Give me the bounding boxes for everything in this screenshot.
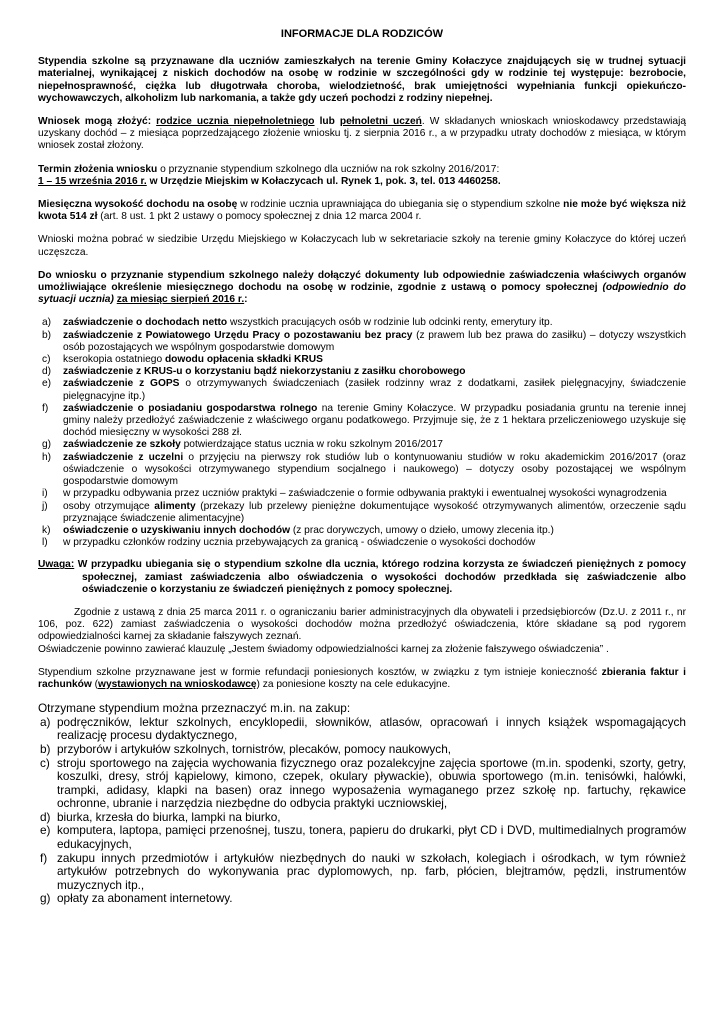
law-paragraph: Zgodnie z ustawą z dnia 25 marca 2011 r. o ograniczaniu barier administracyjnych dla obywateli i przedsiębiorców (Dz.U. z 2011 r., nr 106, poz. 622) zamiast zaświadczenia o wysokości dochodów można przedłożyć oświadczenia, które składane są pod rygorem odpowiedzialności karnej za składanie fałszywych zeznań. bbox=[38, 606, 686, 643]
list-item: g) zaświadczenie ze szkoły potwierdzające status ucznia w roku szkolnym 2016/2017 bbox=[42, 439, 443, 451]
list-item: e) zaświadczenie z GOPS o otrzymywanych świadczeniach (zasiłek rodzinny wraz z dodatkami, zasiłek pielęgnacyjny, świadczenie pielęgnacyjne itp.) bbox=[42, 378, 687, 402]
list-item: c) stroju sportowego na zajęcia wychowania fizycznego oraz pozalekcyjne zajęcia sportowe (m.in. spodenki, szorty, getry, koszulki, dresy, strój kąpielowy, kimono, czepek, okulary pływackie), obuwia sportowego (m.in. tenisówki, halówki, trampki, adidasy, klapki na basen) oraz innego wyposażenia wymaganego przez szkołę np. fartuchy, rękawice ochronne, ubranie i narzędzia niezbędne do odbycia praktyki uczniowskiej, bbox=[40, 755, 686, 811]
warning-paragraph: Uwaga: W przypadku ubiegania się o stypendium szkolne dla ucznia, którego rodzina korzysta ze świadczeń pieniężnych z pomocy społecznej, zamiast zaświadczenia albo oświadczenia o wysokości dochodów przedkłada się zaświadczenie albo oświadczenie o korzystaniu ze świadczeń pieniężnych z pomocy społecznej. bbox=[38, 559, 686, 595]
list-item: c) kserokopia ostatniego dowodu opłacenia składki KRUS bbox=[42, 354, 323, 366]
allowed-purchases-list bbox=[38, 716, 686, 906]
refund-paragraph: Stypendium szkolne przyznawane jest w formie refundacji poniesionych kosztów, w związku z tym istnieje konieczność zbierania faktur i rachunków (wystawionych na wnioskodawcę) za poniesione koszty na cele edukacyjne. bbox=[38, 666, 686, 690]
list-item: h) zaświadczenie z uczelni o przyjęciu na pierwszy rok studiów lub o kontynuowaniu studiów w roku akademickim 2016/2017 (oraz oświadczenie o wysokości otrzymywanego stypendium socjalnego i naukowego) – dotyczy osoby pozostającej we wspólnym gospodarstwie domowym bbox=[42, 451, 686, 488]
list-item: g) opłaty za abonament internetowy. bbox=[40, 891, 233, 906]
required-documents-intro: Do wniosku o przyznanie stypendium szkolnego należy dołączyć dokumenty lub odpowiednie zaświadczenia właściwych organów umożliwiające określenie miesięcznego dochodu na osobę w rodzinie, zgodnie z ustawą o pomocy społecznej (odpowiednio do sytuacji ucznia) za miesiąc sierpień 2016 r.: bbox=[38, 269, 686, 306]
list-item: l) w przypadku członków rodziny ucznia przebywających za granicą - oświadczenie o wysokości dochodów bbox=[42, 537, 536, 549]
list-item: b) zaświadczenie z Powiatowego Urzędu Pracy o pozostawaniu bez pracy (z prawem lub bez prawa do zasiłku) – dotyczy wszystkich osób pozostających we wspólnym gospodarstwie domowym bbox=[42, 329, 686, 353]
list-item: e) komputera, laptopa, pamięci przenośnej, tuszu, tonera, papieru do drukarki, płyt CD i DVD, multimedialnych programów edukacyjnych, bbox=[40, 823, 686, 852]
list-item: d) zaświadczenie z KRUS-u o korzystaniu bądź niekorzystaniu z zasiłku chorobowego bbox=[42, 366, 466, 378]
who-may-apply-paragraph: Wniosek mogą złożyć: rodzice ucznia niepełnoletniego lub pełnoletni uczeń. W składanych wnioskach wnioskodawcy przedstawiają uzyskany dochód – z miesiąca poprzedzającego złożenie wniosku tj. z sierpnia 2016 r., a w przypadku utraty dochodów z miesiąca, w którym wniosek został złożony. bbox=[38, 116, 687, 152]
allowed-purchases-intro: Otrzymane stypendium można przeznaczyć m.in. na zakup: bbox=[38, 701, 351, 716]
page-title: INFORMACJE DLA RODZICÓW bbox=[280, 28, 444, 40]
clause-paragraph: Oświadczenie powinno zawierać klauzulę „Jestem świadomy odpowiedzialności karnej za złożenie fałszywego oświadczenia” . bbox=[38, 643, 609, 655]
list-item: f) zakupu innych przedmiotów i artykułów niezbędnych do nauki w szkołach, kolegiach i ośrodkach, w tym również artykułów potrzebnych do wykonywania prac dyplomowych, np. farb, płócien, blejtramów, pędzli, instrumentów muzycznych itp., bbox=[40, 850, 686, 892]
list-item: a) podręczników, lektur szkolnych, encyklopedii, słowników, atlasów, opracowań i innych książek wspomagających realizację procesu dydaktycznego, bbox=[40, 714, 686, 743]
list-item: i) w przypadku odbywania przez uczniów praktyki – zaświadczenie o formie odbywania praktyki i ewentualnej wysokości wynagrodzenia bbox=[42, 488, 667, 500]
list-item: k) oświadczenie o uzyskiwaniu innych dochodów (z prac dorywczych, umowy o dzieło, umowy zlecenia itp.) bbox=[42, 524, 554, 536]
list-item: d) biurka, krzesła do biurka, lampki na biurko, bbox=[40, 809, 281, 824]
deadline-paragraph: Termin złożenia wniosku o przyznanie stypendium szkolnego dla uczniów na rok szkolny 2016/2017: 1 – 15 września 2016 r. w Urzędzie Miejskim w Kołaczycach ul. Rynek 1, pok. 3, tel. 013 4460258. bbox=[38, 163, 501, 187]
eligibility-paragraph: Stypendia szkolne są przyznawane dla uczniów zamieszkałych na terenie Gminy Kołaczyce znajdujących się w trudnej sytuacji materialnej, wynikającej z niskich dochodów na osobę w rodzinie w szczególności gdy w rodzinie tej występuje: bezrobocie, niepełnosprawność, ciężka lub długotrwała choroba, wielodzietność, brak umiejętności wypełniania funkcji opiekuńczo-wychowawczych, alkoholizm lub narkomania, a także gdy uczeń pochodzi z rodziny niepełnej. bbox=[38, 56, 686, 104]
list-item: b) przyborów i artykułów szkolnych, tornistrów, plecaków, pomocy naukowych, bbox=[40, 741, 452, 756]
list-item: f) zaświadczenie o posiadaniu gospodarstwa rolnego na terenie Gminy Kołaczyce. W przypadku posiadania gruntu na terenie innej gminy należy przedłożyć zaświadczenie z właściwego organu podatkowego. Przyjmuje się, że z 1 hektara przeliczeniowego uzyskuje się dochód miesięczny w wysokości 288 zł. bbox=[42, 402, 686, 439]
forms-location-paragraph: Wnioski można pobrać w siedzibie Urzędu Miejskiego w Kołaczycach lub w sekretariacie szkoły na terenie gminy Kołaczyce do której uczeń uczęszcza. bbox=[38, 234, 686, 258]
document-page bbox=[38, 28, 686, 916]
list-item: j) osoby otrzymujące alimenty (przekazy lub przelewy pieniężne dokumentujące wysokość otrzymywanych alimentów, orzeczenie sądu przyznające świadczenie alimentacyjne) bbox=[42, 500, 686, 524]
required-documents-list bbox=[38, 317, 686, 549]
income-limit-paragraph: Miesięczna wysokość dochodu na osobę w rodzinie ucznia uprawniająca do ubiegania się o stypendium szkolne nie może być większa niż kwota 514 zł (art. 8 ust. 1 pkt 2 ustawy o pomocy społecznej z dnia 12 marca 2004 r. bbox=[38, 199, 686, 223]
list-item: a) zaświadczenie o dochodach netto wszystkich pracujących osób w rodzinie lub odcinki renty, emerytury itp. bbox=[42, 317, 553, 329]
allowed-purchases-section bbox=[38, 702, 686, 906]
